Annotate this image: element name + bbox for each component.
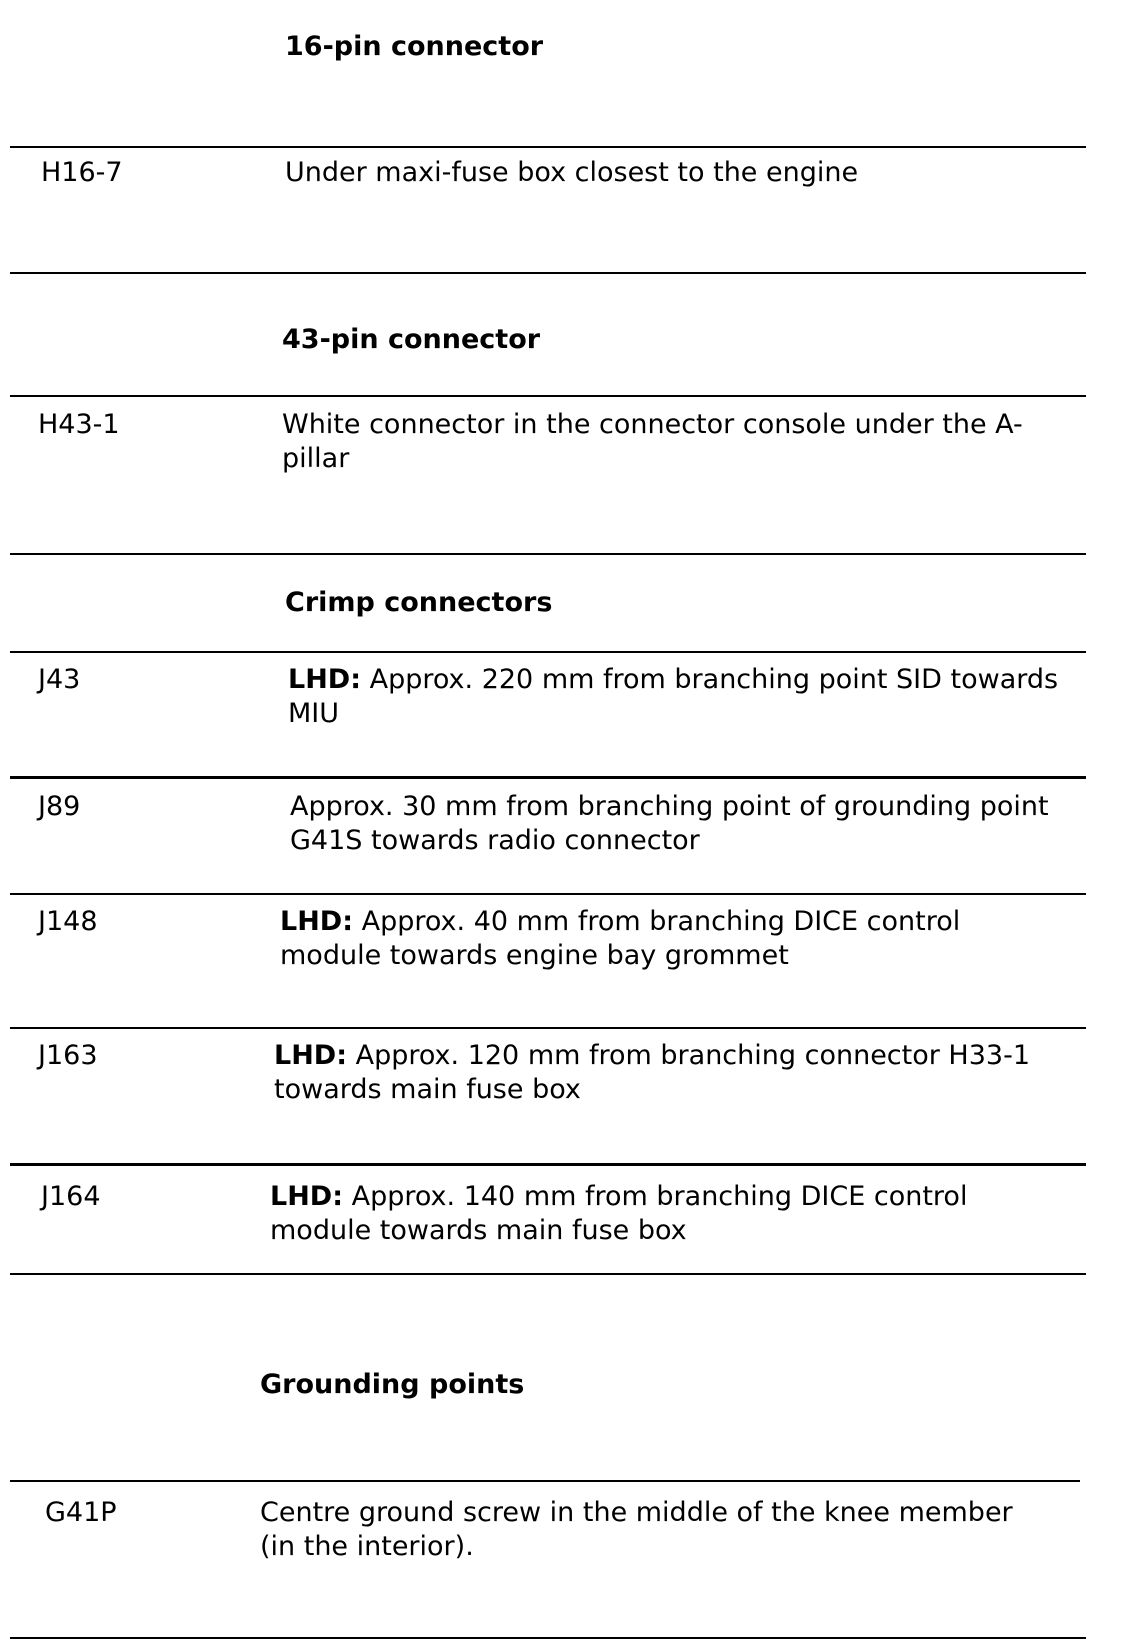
connector-location-j43: [288, 663, 1068, 731]
connector-location-j148: [280, 905, 1060, 973]
divider: [10, 1273, 1086, 1275]
lhd-label: LHD:: [288, 664, 362, 695]
divider: [10, 893, 1086, 895]
connector-location-j89: Approx. 30 mm from branching point of grounding point G41S towards radio connector: [290, 791, 1049, 856]
divider: [10, 395, 1086, 397]
location-text: Approx. 120 mm from branching connector H33-1 towards main fuse box: [274, 1040, 1031, 1105]
divider: [10, 553, 1086, 555]
connector-code-j89: J89: [38, 791, 81, 822]
connector-location-h43-1: White connector in the connector console under the A-pillar: [282, 409, 1023, 474]
divider: [10, 146, 1086, 148]
connector-location-h16-7: Under maxi-fuse box closest to the engine: [285, 157, 859, 188]
connector-code-h16-7: H16-7: [41, 157, 123, 188]
divider: [10, 272, 1086, 274]
lhd-label: LHD:: [280, 906, 354, 937]
location-text: Approx. 140 mm from branching DICE control module towards main fuse box: [270, 1181, 968, 1246]
divider: [10, 1637, 1086, 1639]
lhd-label: LHD:: [274, 1040, 348, 1071]
section-heading-43-pin: 43-pin connector: [282, 324, 541, 355]
divider: [10, 1163, 1086, 1166]
section-heading-grounding: Grounding points: [260, 1369, 525, 1400]
divider: [10, 1480, 1080, 1482]
connector-location-j163: [274, 1039, 1074, 1107]
grounding-code-g41p: G41P: [45, 1497, 117, 1528]
connector-code-j163: J163: [38, 1040, 98, 1071]
connector-code-j148: J148: [38, 906, 98, 937]
section-heading-16-pin: 16-pin connector: [285, 31, 544, 62]
connector-code-h43-1: H43-1: [38, 409, 120, 440]
connector-code-j164: J164: [41, 1181, 101, 1212]
section-heading-crimp: Crimp connectors: [285, 587, 553, 618]
connector-location-j164: [270, 1180, 1050, 1248]
divider: [10, 776, 1086, 779]
location-text: Approx. 40 mm from branching DICE control module towards engine bay grommet: [280, 906, 961, 971]
lhd-label: LHD:: [270, 1181, 344, 1212]
divider: [10, 1027, 1086, 1029]
connector-code-j43: J43: [38, 664, 81, 695]
location-text: Approx. 220 mm from branching point SID towards MIU: [288, 664, 1059, 729]
divider: [10, 651, 1086, 653]
grounding-location-g41p: Centre ground screw in the middle of the knee member (in the interior).: [260, 1497, 1013, 1562]
